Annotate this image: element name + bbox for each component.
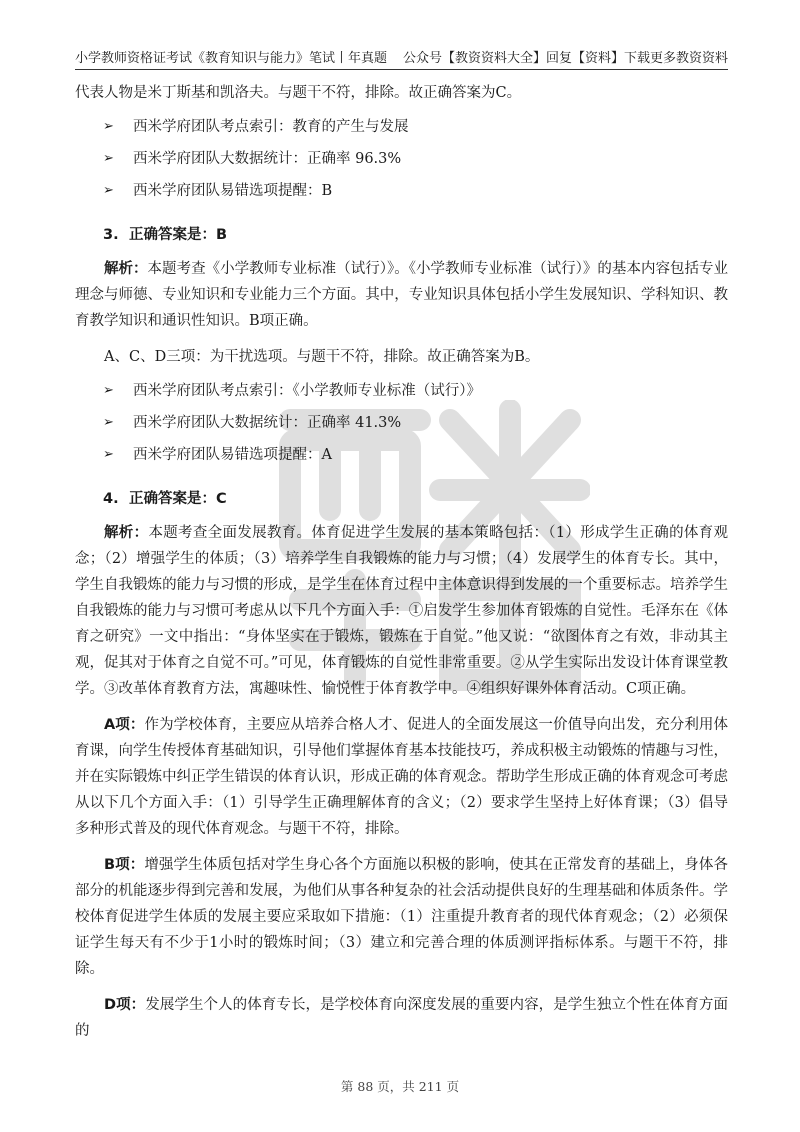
list-item: ➢ 西米学府团队大数据统计：正确率 96.3% [75,148,728,170]
analysis-label: 解析： [104,525,149,541]
arrow-bullet-icon: ➢ [103,383,114,398]
question-3-analysis: 解析：本题考查《小学教师专业标准（试行）》。《小学教师专业标准（试行）》的基本内容包括专业理念与师德、专业知识和专业能力三个方面。其中，专业知识具体包括小学生发展知识、学科知识、教育教学知识和通识性知识。B项正确。 [75,261,729,329]
list-item: ➢ 西米学府团队易错选项提醒：B [75,180,728,202]
arrow-bullet-icon: ➢ [103,151,114,166]
list-item: ➢ 西米学府团队易错选项提醒：A [75,444,728,466]
arrow-bullet-icon: ➢ [103,119,114,134]
arrow-bullet-icon: ➢ [103,447,114,462]
correct-answer: 正确答案是：C [129,491,227,507]
option-label: A项： [104,717,145,733]
question-number: 4. [103,491,119,507]
page-header [75,44,728,70]
question-3-title [75,222,728,248]
option-label: D项： [104,997,146,1013]
correct-answer: 正确答案是：B [129,227,228,243]
arrow-bullet-icon: ➢ [103,415,114,430]
analysis-label: 解析： [104,261,148,277]
list-item: ➢ 西米学府团队考点索引：教育的产生与发展 [75,116,728,138]
question-4-analysis: 解析：本题考查全面发展教育。体育促进学生发展的基本策略包括：（1）形成学生正确的体育观念；（2）增强学生的体质；（3）培养学生自我锻炼的能力与习惯；（4）发展学生的体育专长。其中，学生自我锻炼的能力与习惯的形成，是学生在体育过程中主体意识得到发展的一个重要标志。培养学生自我锻炼的能力与习惯可考虑从以下几个方面入手：①启发学生参加体育锻炼的自觉性。毛泽东在《体育之研究》一文中指出：“身体坚实在于锻炼，锻炼在于自觉。”他又说：“欲图体育之有效，非动其主观，促其对于体育之自觉不可。”可见，体育锻炼的自觉性非常重要。②从学生实际出发设计体育课堂教学。③改革体育教育方法，寓趣味性、愉悦性于体育教学中。④组织好课外体育活动。C项正确。 [75,525,728,697]
option-d-explanation: D项：发展学生个人的体育专长，是学校体育向深度发展的重要内容，是学生独立个性在体育方面的 [75,997,728,1039]
page-footer: 第 88 页，共 211 页 [340,1079,460,1094]
question-3-other-options: A、C、D三项：为干扰选项。与题干不符，排除。故正确答案为B。 [104,349,540,365]
arrow-bullet-icon: ➢ [103,183,114,198]
list-item: ➢ 西米学府团队大数据统计：正确率 41.3% [75,412,728,434]
option-a-explanation: A项：作为学校体育，主要应从培养合格人才、促进人的全面发展这一价值导向出发，充分利用体育课，向学生传授体育基础知识，引导他们掌握体育基本技能技巧，养成积极主动锻炼的情趣与习性，并在实际锻炼中纠正学生错误的体育认识，形成正确的体育观念。帮助学生形成正确的体育观念可考虑从以下几个方面入手：（1）引导学生正确理解体育的含义；（2）要求学生坚持上好体育课；（3）倡导多种形式普及的现代体育观念。与题干不符，排除。 [75,717,728,837]
question-number: 3. [103,227,119,243]
option-b-explanation: B项：增强学生体质包括对学生身心各个方面施以积极的影响，使其在正常发育的基础上，身体各部分的机能逐步得到完善和发展，为他们从事各种复杂的社会活动提供良好的生理基础和体质条件。学校体育促进学生体质的发展主要应采取如下措施：（1）注重提升教育者的现代体育观念；（2）必须保证学生每天有不少于1小时的锻炼时间；（3）建立和完善合理的体质测评指标体系。与题干不符，排除。 [75,857,728,977]
header-title: 小学教师资格证考试《教育知识与能力》笔试丨年真题 [75,51,388,66]
header-promo: 公众号【教资资料大全】回复【资料】下载更多教资资料 [402,51,728,66]
list-item: ➢ 西米学府团队考点索引：《小学教师专业标准（试行）》 [75,380,728,402]
page-content [75,80,728,1044]
prev-answer-tail: 代表人物是米丁斯基和凯洛夫。与题干不符，排除。故正确答案为C。 [75,85,522,101]
question-4-title [75,486,728,512]
option-label: B项： [104,857,145,873]
